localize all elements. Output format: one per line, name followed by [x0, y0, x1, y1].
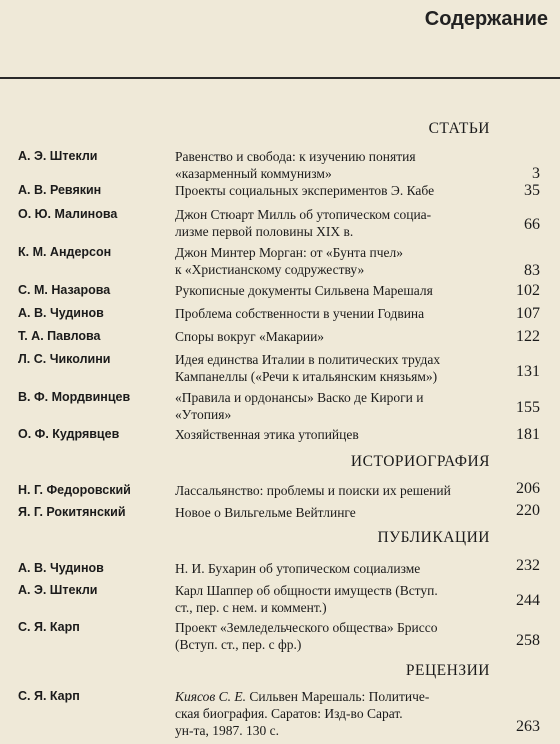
entry-page: 258	[516, 632, 540, 649]
entry-title: Джон Стюарт Милль об утопическом социа- лизме первой половины XIX в.	[175, 207, 432, 239]
entry-page: 155	[516, 399, 540, 416]
entry-title: Проекты социальных экспериментов Э. Кабе	[175, 183, 435, 198]
entry-page: 107	[516, 305, 540, 322]
entry-page: 263	[516, 718, 540, 735]
section-heading-historiography: ИСТОРИОГРАФИЯ	[350, 453, 490, 470]
entry-title: Идея единства Италии в политических трудах Кампанеллы («Речи к итальянским князьям»)	[175, 352, 441, 384]
entry-author: О. Ф. Кудрявцев	[18, 427, 120, 441]
entry-title: Лассальянство: проблемы и поиски их решений	[175, 483, 451, 498]
entry-page: 244	[516, 592, 540, 609]
entry-page: 206	[516, 480, 540, 497]
section-heading-articles: СТАТЬИ	[428, 120, 490, 137]
entry-author: Н. Г. Федоровский	[18, 483, 131, 497]
entry-title: Рукописные документы Сильвена Марешаля	[175, 283, 433, 298]
entry-page: 3	[532, 165, 540, 182]
entry-title: «Правила и ордонансы» Васко де Кироги и «Утопия»	[175, 390, 424, 422]
entry-author: С. Я. Карп	[18, 620, 80, 634]
entry-title: Проблема собственности в учении Годвина	[175, 306, 425, 321]
entry-title: Проект «Земледельческого общества» Бриссо (Вступ. ст., пер. с фр.)	[175, 620, 438, 652]
entry-author: А. В. Ревякин	[18, 183, 102, 197]
entry-page: 122	[516, 328, 540, 345]
entry-author: Л. С. Чиколини	[18, 352, 111, 366]
entry-author: А. Э. Штекли	[18, 583, 98, 597]
entry-title: Джон Минтер Морган: от «Бунта пчел» к «Христианскому содружеству»	[175, 245, 403, 277]
entry-title: Новое о Вильгельме Вейтлинге	[175, 505, 356, 520]
entry-author: О. Ю. Малинова	[18, 207, 118, 221]
entry-title	[175, 688, 493, 739]
entry-title: Карл Шаппер об общности имуществ (Вступ. ст., пер. с нем. и коммент.)	[175, 583, 438, 615]
entry-page: 102	[516, 282, 540, 299]
entry-author: А. В. Чудинов	[18, 561, 104, 575]
entry-author: А. В. Чудинов	[18, 306, 104, 320]
entry-author: В. Ф. Мордвинцев	[18, 390, 131, 404]
header-divider	[0, 77, 560, 79]
entry-page: 181	[516, 426, 540, 443]
entry-title-text: Сильвен Марешаль: Политиче- ская биография. Саратов: Изд-во Сарат. ун-та, 1987. 130 с.	[175, 689, 430, 738]
page-title: Содержание	[424, 8, 548, 30]
entry-title-author: Киясов С. Е.	[175, 689, 247, 704]
entry-page: 232	[516, 557, 540, 574]
entry-author: С. Я. Карп	[18, 689, 80, 703]
section-heading-publications: ПУБЛИКАЦИИ	[377, 529, 490, 546]
entry-author: Я. Г. Рокитянский	[18, 505, 126, 519]
entry-page: 220	[516, 502, 540, 519]
entry-page: 35	[524, 182, 540, 199]
entry-title: Споры вокруг «Макарии»	[175, 329, 325, 344]
section-heading-reviews: РЕЦЕНЗИИ	[405, 662, 490, 679]
entry-title: Хозяйственная этика утопийцев	[175, 427, 359, 442]
entry-title: Равенство и свобода: к изучению понятия «казарменный коммунизм»	[175, 149, 416, 181]
entry-page: 83	[524, 262, 540, 279]
entry-author: К. М. Андерсон	[18, 245, 112, 259]
entry-author: А. Э. Штекли	[18, 149, 98, 163]
entry-author: С. М. Назарова	[18, 283, 111, 297]
entry-page: 131	[516, 363, 540, 380]
entry-page: 66	[524, 216, 540, 233]
entry-author: Т. А. Павлова	[18, 329, 101, 343]
entry-title: Н. И. Бухарин об утопическом социализме	[175, 561, 421, 576]
